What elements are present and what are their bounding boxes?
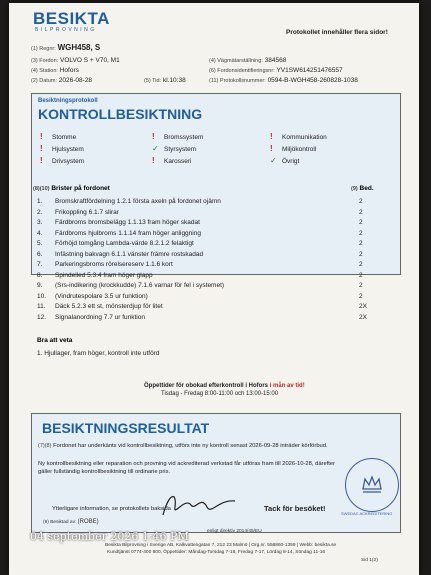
- defect-number: 9.: [37, 282, 43, 289]
- defect-row: [37, 314, 145, 321]
- fordon-row: [31, 57, 120, 64]
- check-icon: ✓: [270, 156, 277, 165]
- note-title: Bra att veta: [37, 337, 73, 344]
- system-item: [270, 132, 327, 141]
- fid-value: YV1SW614251476557: [276, 67, 343, 74]
- defect-number: 10.: [37, 292, 47, 300]
- defect-rating: 2: [359, 208, 363, 216]
- tid-value: kl.10:38: [162, 77, 186, 84]
- system-label: Stomme: [52, 134, 77, 141]
- defects-header: [33, 185, 110, 192]
- footer-line-1: Besikta Bilprovning i Sverige AB, Kalkvattengatan 7, 212 23 Malmö | Org.nr. 556860-1359 | Webb: besikta.se: [105, 543, 337, 548]
- warning-icon: !: [40, 132, 43, 141]
- inspector-value: (ROBE): [77, 519, 99, 525]
- bed-header: [351, 185, 374, 192]
- defects-prefix: (8)(10): [33, 186, 50, 192]
- photo-timestamp: 04 september 2026 1:46 PM: [30, 530, 189, 543]
- defect-row: [37, 209, 119, 216]
- defect-number: 11.: [37, 303, 46, 310]
- defect-text: Infästning bakvagn 6.1.1 vänster främre rostskadad: [55, 250, 204, 258]
- regulation-text: enligt direktiv 2014/45/EU: [207, 529, 262, 534]
- system-item: [152, 156, 191, 165]
- matar-value: 384568: [264, 57, 287, 64]
- warning-icon: !: [40, 144, 43, 153]
- system-item: [270, 156, 299, 165]
- result-para-1-text: Fordonet har underkänts vid kontrollbesiktning, utförs inte ny kontroll senast 2026-09-28 inträder körförbud.: [53, 443, 328, 449]
- check-icon: ✓: [152, 144, 159, 153]
- system-label: Miljökontroll: [282, 146, 317, 153]
- prot-value: 0594-B-WGH458-260828-1038: [267, 77, 358, 84]
- opening-line-2: Tisdag - Fredag 8:00-11:00 och 13:00-15:00: [161, 391, 279, 397]
- defect-number: 8.: [37, 271, 43, 279]
- warning-icon: !: [152, 156, 155, 165]
- regnr-label: (1) Regnr:: [31, 46, 56, 52]
- defect-row: [37, 303, 163, 310]
- stamp-text: SWEDAC ACKREDITERING: [341, 511, 393, 516]
- system-item: [40, 144, 84, 153]
- defect-row: [37, 219, 200, 226]
- defect-rating: 2X: [359, 303, 367, 310]
- defect-rating: 2: [359, 198, 363, 205]
- defect-row: [37, 293, 148, 300]
- defect-row: [37, 230, 201, 237]
- defect-text: Färdbroms hjulbroms 1.1.14 fram höger anliggning: [55, 229, 201, 237]
- result-para-2: Ny kontrollbesiktning eller reparation och provning vid ackrediterad verkstad får utföras fram till 2026-10-28, därefter gäller fullständig kontrollbesiktning till ordinarie pris.: [38, 461, 336, 475]
- system-item: [152, 132, 203, 141]
- brand-logo: BESIKTA: [33, 9, 110, 28]
- defect-rating: 2: [359, 250, 363, 258]
- defect-number: 2.: [37, 208, 43, 216]
- defect-rating: 2X: [359, 313, 367, 321]
- fid-label: (6) Fordonsidentifieringsnr:: [209, 68, 275, 74]
- result-para-1: [38, 442, 338, 450]
- defect-rating: 2: [359, 282, 363, 289]
- brand-subtitle: BILPROVNING: [35, 27, 97, 33]
- system-label: Drivsystem: [52, 158, 85, 165]
- defect-row: [37, 272, 153, 279]
- datum-row: [31, 77, 92, 84]
- defect-number: 7.: [37, 261, 43, 268]
- inspector-label: (9) Besiktad av:: [43, 520, 77, 525]
- defect-text: Frikoppling 6.1.7 slirar: [55, 208, 119, 216]
- fordon-value: VOLVO S + V70, M1: [60, 57, 120, 64]
- system-item: [270, 144, 316, 153]
- defect-row: [37, 198, 221, 205]
- opening-text: Öppettider för obokad efterkontroll i Hofors: [144, 383, 269, 389]
- system-item: [152, 144, 196, 153]
- opening-line-1: [144, 383, 305, 389]
- matar-label: (4) Vägmätarställning:: [209, 58, 263, 64]
- result-title: BESIKTNINGSRESULTAT: [42, 420, 210, 436]
- defect-row: [37, 261, 173, 268]
- defect-text: Parkeringsbroms rörelsereserv 1.1.6 kort: [55, 261, 173, 268]
- swedac-stamp-icon: [345, 458, 399, 512]
- defect-text: Signalanordning 7.7 ur funktion: [55, 313, 145, 321]
- result-prefix: (7)(8): [38, 443, 52, 449]
- defect-number: 4.: [37, 229, 43, 237]
- prot-row: [209, 77, 358, 84]
- prot-label: (11) Protokollsnummer:: [209, 78, 266, 84]
- defect-row: [37, 282, 224, 289]
- page-number: Sid 1(2): [361, 558, 378, 563]
- defect-rating: 2: [359, 240, 363, 247]
- defect-text: Förhöjd tomgång Lambda-värde 8.2.1.2 felaktigt: [55, 240, 194, 247]
- note-text: 1. Hjullager, fram höger, kontroll inte utförd: [37, 350, 160, 357]
- tid-label: (5) Tid:: [144, 78, 162, 84]
- defect-text: (Srs-indikering (krockkudde) 7.1.6 varnar för fel i systemet): [55, 282, 225, 289]
- crown-icon: [346, 459, 398, 511]
- fordon-label: (3) Fordon:: [31, 58, 59, 64]
- warning-icon: !: [152, 132, 155, 141]
- defect-text: Färdbroms bromsbelägg 1.1.13 fram höger skadat: [55, 219, 200, 226]
- defect-text: Däck 5.2.3 ett st, mönsterdjup för litet: [55, 303, 163, 310]
- inspection-protocol-page: [9, 3, 419, 575]
- system-label: Karosseri: [164, 158, 192, 165]
- station-value: Hofors: [59, 67, 79, 74]
- station-label: (4) Station:: [31, 68, 58, 74]
- defect-number: 12.: [37, 313, 47, 321]
- result-info: Ytterligare information, se protokollets baksida: [52, 506, 171, 512]
- defect-number: 3.: [37, 219, 43, 226]
- system-label: Kommunikation: [282, 134, 327, 141]
- matar-row: [209, 57, 286, 64]
- bed-prefix: (9): [351, 186, 358, 192]
- inspector-row: [43, 519, 99, 525]
- defect-rating: 2: [359, 261, 363, 268]
- defect-rating: 2: [359, 219, 363, 226]
- defect-row: [37, 240, 194, 247]
- result-thanks: Tack för besöket!: [264, 504, 326, 513]
- defect-number: 6.: [37, 250, 43, 258]
- bed-header-label: Bed.: [359, 185, 374, 192]
- defect-text: Bromskraftfördelning 1.2.1 första axeln på fordonet ojämn: [55, 198, 221, 205]
- defect-number: 1.: [37, 198, 43, 205]
- defect-rating: 2: [359, 292, 363, 300]
- protocol-subtitle: Besiktningsprotokoll: [38, 98, 98, 104]
- warning-icon: !: [270, 144, 273, 153]
- system-label: Bromssystem: [164, 134, 204, 141]
- station-row: [31, 67, 79, 74]
- regnr-row: [31, 43, 100, 52]
- system-item: [40, 132, 76, 141]
- system-item: [40, 156, 84, 165]
- tid-row: [144, 77, 186, 84]
- opening-emphasis: i mån av tid!: [269, 383, 305, 389]
- defect-number: 5.: [37, 240, 43, 247]
- system-label: Övrigt: [282, 158, 300, 165]
- warning-icon: !: [270, 132, 273, 141]
- warning-icon: !: [40, 156, 43, 165]
- defects-header-label: Brister på fordonet: [51, 185, 110, 192]
- footer-line-2: Kundtjänst 0774-400 800, Öppettider: Måndag-Torsdag 7-18, Fredag 7-17, Lördag 8-14, Söndag 11-16: [107, 550, 326, 555]
- datum-label: (2) Datum:: [31, 78, 57, 84]
- defect-text: (Vindrutespolare 3.5 ur funktion): [55, 292, 148, 300]
- defect-row: [37, 251, 203, 258]
- protocol-title: KONTROLLBESIKTNING: [38, 106, 203, 122]
- regnr-value: WGH458, S: [57, 43, 101, 52]
- signature-icon: [159, 487, 239, 521]
- protocol-header-band: [32, 94, 400, 274]
- protocol-box: [31, 93, 401, 275]
- system-label: Styrsystem: [164, 146, 197, 153]
- defect-text: Spindelled 5.3.4 fram höger glapp: [55, 271, 153, 279]
- fid-row: [209, 67, 343, 74]
- system-label: Hjulsystem: [52, 146, 84, 153]
- multi-page-notice: Protokollet innehåller flera sidor!: [286, 29, 388, 36]
- defect-rating: 2: [359, 271, 363, 279]
- datum-value: 2026-08-28: [58, 77, 93, 84]
- defect-rating: 2: [359, 229, 363, 237]
